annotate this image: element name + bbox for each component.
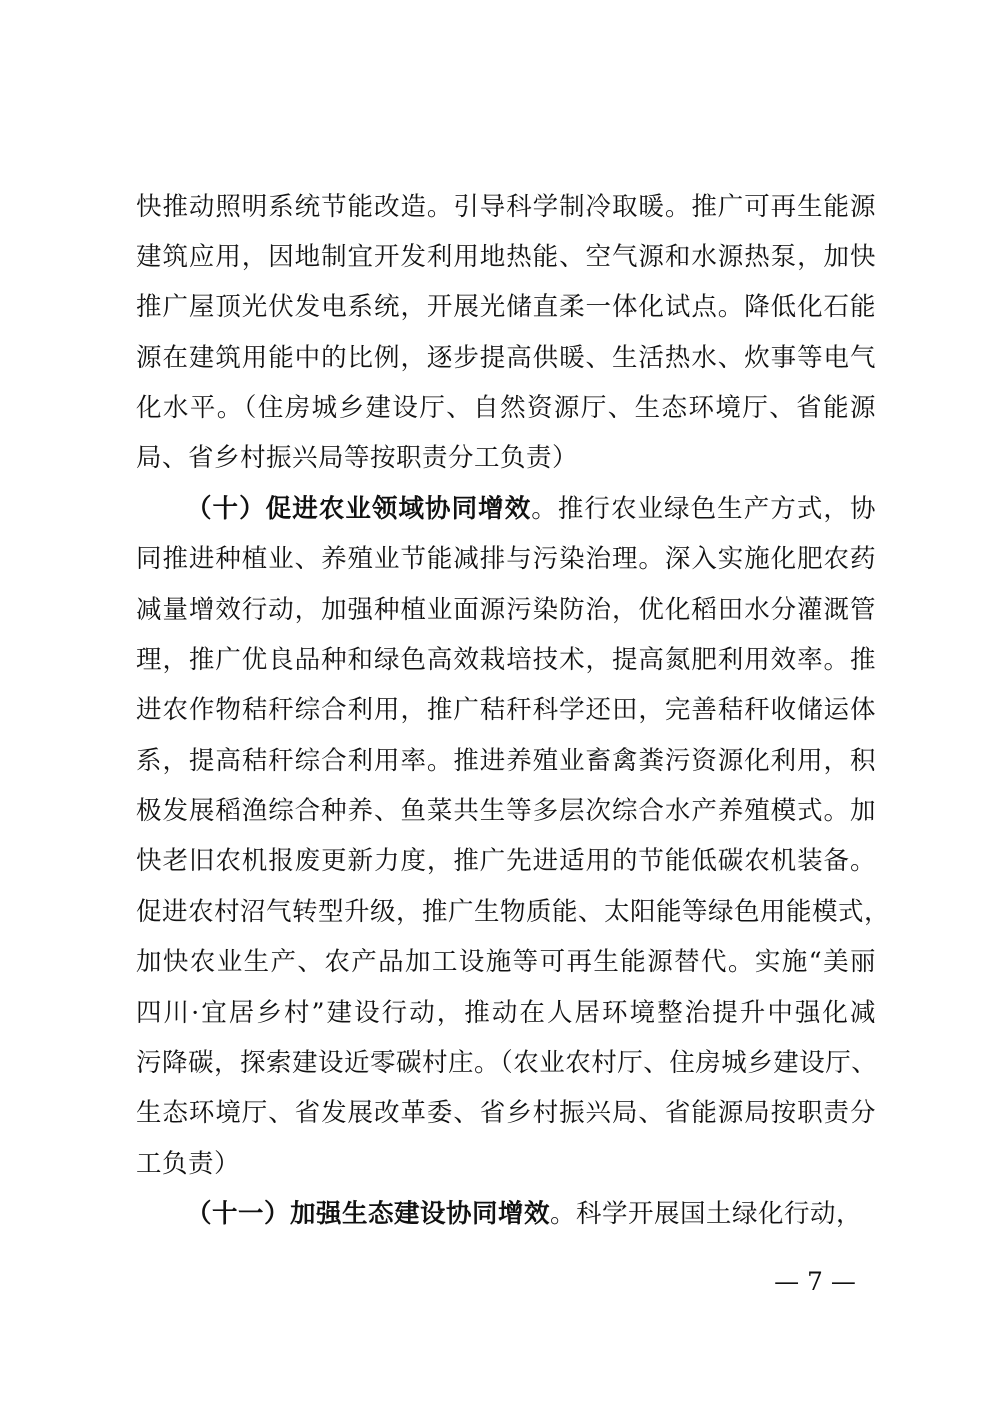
paragraph-text: 。科学开展国土绿化行动， [550,1199,863,1229]
paragraph-line: 快推动照明系统节能改造。引导科学制冷取暖。推广可再生能源 [136,192,876,222]
paragraph-line: 极发展稻渔综合种养、鱼菜共生等多层次综合水产养殖模式。加 [136,796,876,826]
paragraph-line: 生态环境厅、省发展改革委、省乡村振兴局、省能源局按职责分 [136,1098,876,1128]
paragraph-line: 化水平。（住房城乡建设厅、自然资源厅、生态环境厅、省能源 [136,393,876,423]
paragraph-line: 加快农业生产、农产品加工设施等可再生能源替代。实施“美丽 [136,947,876,977]
paragraph-line: 同推进种植业、养殖业节能减排与污染治理。深入实施化肥农药 [136,544,876,574]
paragraph-line: 快老旧农机报废更新力度，推广先进适用的节能低碳农机装备。 [136,846,876,876]
paragraph-line: 系，提高秸秆综合利用率。推进养殖业畜禽粪污资源化利用，积 [136,746,876,776]
paragraph-line: 污降碳，探索建设近零碳村庄。（农业农村厅、住房城乡建设厅、 [136,1048,878,1078]
paragraph-line: 四川·宜居乡村”建设行动，推动在人居环境整治提升中强化减 [136,998,876,1028]
paragraph-line: 促进农村沼气转型升级，推广生物质能、太阳能等绿色用能模式， [136,897,891,927]
paragraph-line: 建筑应用，因地制宜开发利用地热能、空气源和水源热泵，加快 [136,242,876,272]
paragraph-line: 进农作物秸秆综合利用，推广秸秆科学还田，完善秸秆收储运体 [136,695,876,725]
paragraph-line: 减量增效行动，加强种植业面源污染防治，优化稻田水分灌溉管 [136,595,876,625]
section-heading: （十一）加强生态建设协同增效 [186,1199,551,1229]
paragraph-text: 。推行农业绿色生产方式，协 [531,494,876,524]
page-number: — 7 — [774,1267,856,1296]
paragraph-line: 工负责） [136,1149,241,1179]
paragraph-first-line [186,1197,876,1231]
paragraph-line: 理，推广优良品种和绿色高效栽培技术，提高氮肥利用效率。推 [136,645,876,675]
section-heading: （十）促进农业领域协同增效 [186,494,532,524]
paragraph-line: 源在建筑用能中的比例，逐步提高供暖、生活热水、炊事等电气 [136,343,876,373]
paragraph-line: 推广屋顶光伏发电系统，开展光储直柔一体化试点。降低化石能 [136,292,876,322]
paragraph-line: 局、省乡村振兴局等按职责分工负责） [136,443,579,473]
paragraph-first-line [186,492,876,526]
